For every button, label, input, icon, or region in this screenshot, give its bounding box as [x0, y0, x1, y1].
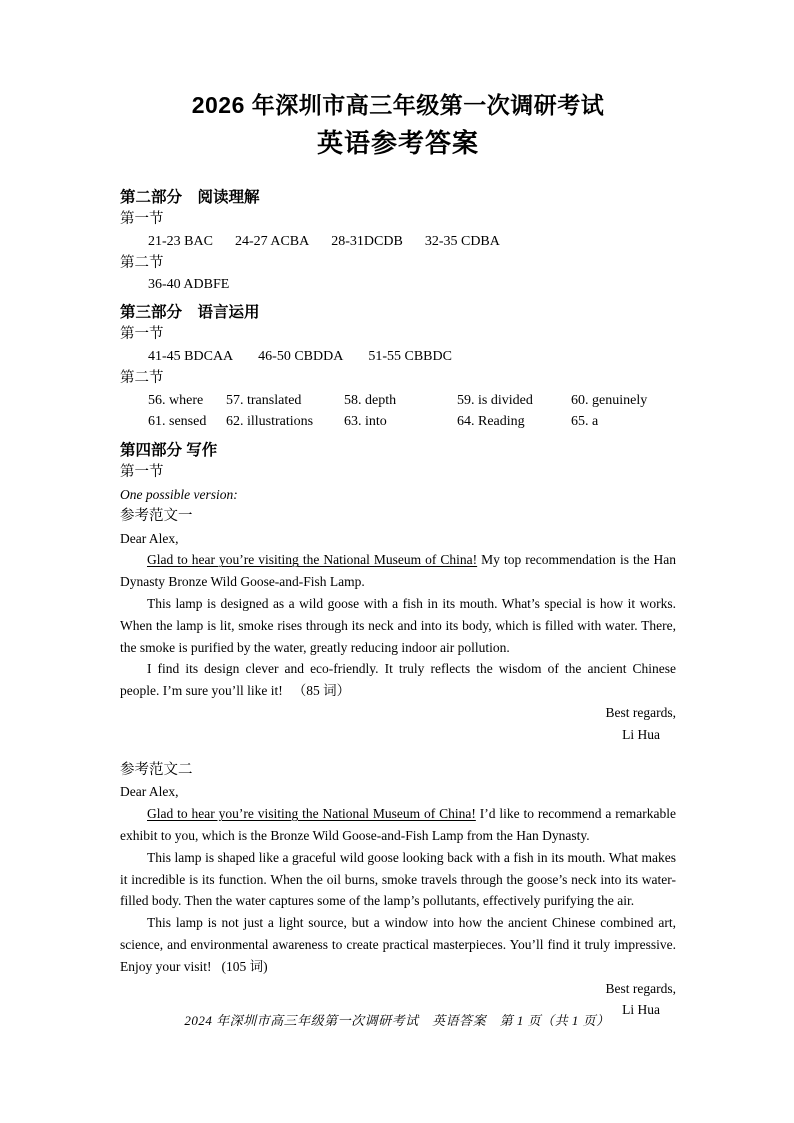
answer-group: 36-40 ADBFE [148, 277, 230, 293]
part3-section2-answers-row2 [120, 411, 676, 433]
answer-group: 32-35 CDBA [424, 233, 500, 249]
answer-item: 62. illustrations [226, 414, 314, 430]
part2-section1-label: 第一节 [120, 211, 164, 227]
part3-section2-answers-row1 [120, 390, 676, 412]
part2-heading: 第二部分 阅读理解 [120, 189, 260, 206]
essay1-closing: Best regards, [605, 704, 676, 720]
answer-group: 24-27 ACBA [234, 233, 310, 249]
sample-essay-1 [120, 506, 676, 746]
part3-heading: 第三部分 语言运用 [120, 304, 260, 322]
essay1-paragraph-3-text: I find its design clever and eco-friendly. It truly reflects the wisdom of the ancient Chinese people. I’m sure you’ll like it! [120, 661, 676, 699]
answer-group: 21-23 BAC [148, 233, 213, 249]
essay1-label: 参考范文一 [120, 507, 193, 524]
essay2-paragraph-3-text: This lamp is not just a light source, but a window into how the ancient Chinese combined art, science, and environmental awareness to create practical masterpieces. You’ll find it truly impressive. Enjoy your visit! [120, 915, 676, 974]
answer-item: 65. a [571, 414, 599, 430]
answer-item: 57. translated [226, 392, 302, 408]
version-note: One possible version: [120, 486, 238, 502]
essay2-word-count: (105 词) [221, 958, 268, 974]
essay1-signature: Li Hua [622, 726, 660, 742]
answer-group: 46-50 CBDDA [258, 348, 344, 364]
essay2-label: 参考范文二 [120, 761, 193, 778]
essay2-paragraph-1 [120, 803, 676, 847]
answer-item: 61. sensed [148, 414, 207, 430]
answer-item: 63. into [344, 414, 387, 430]
part4-section1-label: 第一节 [120, 464, 164, 481]
essay2-paragraph-2: This lamp is shaped like a graceful wild goose looking back with a fish in its mouth. What makes it incredible is its function. When the oil burns, smoke travels through the goose’s neck into its water-filled body. Then the water captures some of the lamp’s pollutants, effectively purifying the air. [120, 849, 676, 909]
part2-section2-label: 第二节 [120, 254, 164, 271]
answer-item: 56. where [148, 392, 204, 408]
essay2-salutation: Dear Alex, [120, 784, 179, 800]
part2-section2-answers [120, 274, 676, 296]
part4-heading: 第四部分 写作 [120, 442, 218, 460]
answer-group: 41-45 BDCAA [148, 348, 234, 364]
part3-section1-answers [120, 346, 676, 368]
answer-item: 58. depth [344, 392, 397, 408]
page-footer: 2024 年深圳市高三年级第一次调研考试 英语答案 第 1 页（共 1 页） [184, 1013, 610, 1028]
answer-item: 59. is divided [457, 392, 533, 408]
answer-group: 28-31DCDB [331, 233, 403, 249]
essay2-signature: Li Hua [622, 1002, 660, 1018]
exam-title: 2026 年深圳市高三年级第一次调研考试 [191, 92, 605, 118]
sample-essay-2 [120, 760, 676, 1022]
essay1-paragraph-1 [120, 549, 676, 593]
part2-section1-answers [120, 231, 676, 253]
essay1-underlined-opening: Glad to hear you’re visiting the National Museum of China! [147, 552, 478, 568]
answer-group: 51-55 CBBDC [368, 348, 452, 364]
answer-key-subtitle: 英语参考答案 [316, 128, 479, 158]
essay1-paragraph-2: This lamp is designed as a wild goose with a fish in its mouth. What’s special is how it works. When the lamp is lit, smoke rises through its neck and into its body, which is filled with water. There, the smoke is purified by the water, greatly reducing indoor air pollution. [120, 595, 676, 655]
essay1-salutation: Dear Alex, [120, 530, 179, 546]
essay2-underlined-opening: Glad to hear you’re visiting the National Museum of China! [147, 806, 476, 822]
essay2-paragraph-1-rest: I’d like to recommend a remarkable exhibit to you, which is the Bronze Wild Goose-and-Fish Lamp from the Han Dynasty. [120, 806, 676, 843]
essay1-word-count: （85 词） [292, 683, 351, 699]
part3-section2-label: 第二节 [120, 369, 164, 386]
essay1-paragraph-3 [120, 658, 676, 702]
essay2-paragraph-3 [120, 912, 676, 977]
essay1-paragraph-1-rest: My top recommendation is the Han Dynasty Bronze Wild Goose-and-Fish Lamp. [120, 552, 676, 590]
essay2-closing: Best regards, [605, 980, 676, 996]
part3-section1-label: 第一节 [120, 326, 164, 343]
answer-item: 60. genuinely [571, 392, 648, 408]
answer-item: 64. Reading [457, 414, 525, 430]
